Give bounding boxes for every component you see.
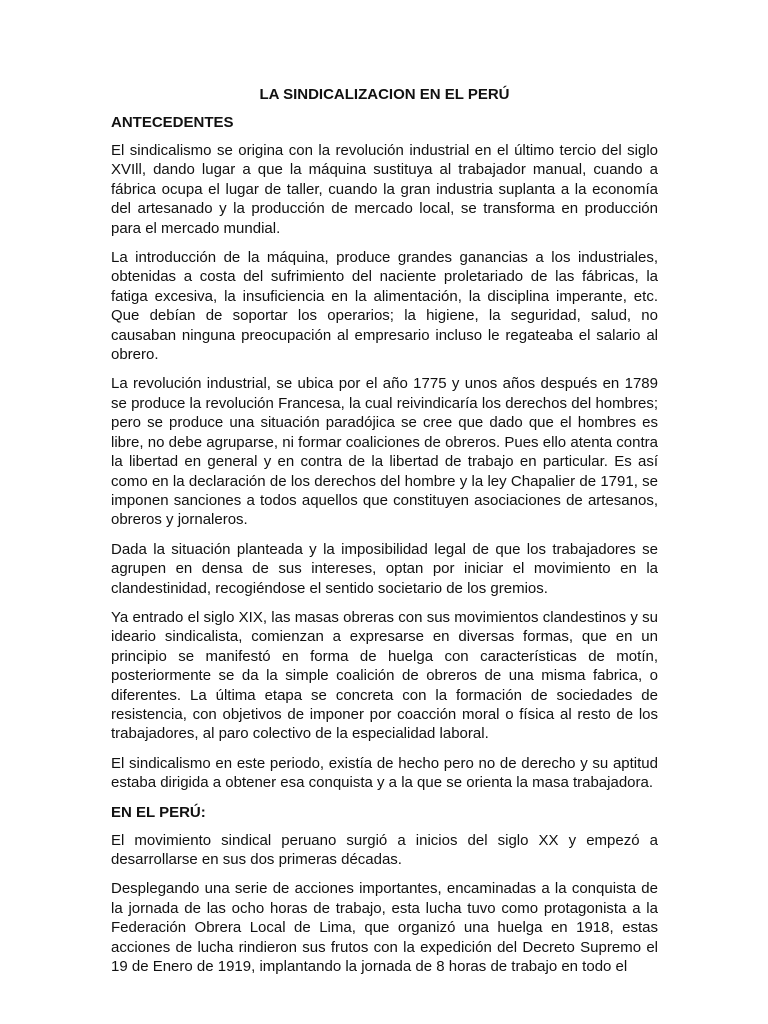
paragraph: Dada la situación planteada y la imposibilidad legal de que los trabajadores se agrupen en densa de sus intereses, optan por iniciar el movimiento en la clandestinidad, recogiéndose el sentido societario de los gremios. — [111, 540, 658, 597]
paragraph: El sindicalismo se origina con la revolución industrial en el último tercio del siglo XVIll, dando lugar a que la máquina sustituya al trabajador manual, cuando a fábrica ocupa el lugar de taller, cuando la gran industria suplanta a la economía del artesanado y la producción de mercado local, se transforma en producción para el mercado mundial. — [111, 142, 658, 237]
paragraph: La revolución industrial, se ubica por el año 1775 y unos años después en 1789 se produce la revolución Francesa, la cual reivindicaría los derechos del hombres; pero se produce una situación paradójica se cree que dado que el hombres es libre, no debe agruparse, ni formar coaliciones de obreros. Pues ello atenta contra la libertad en general y en contra de la libertad de trabajo en particular. Es así como en la declaración de los derechos del hombre y la ley Chapalier de 1791, se imponen sanciones a todos aquellos que constituyen asociaciones de artesanos, obreros y jornaleros. — [111, 375, 658, 529]
paragraph: Ya entrado el siglo XIX, las masas obreras con sus movimientos clandestinos y su ideario sindicalista, comienzan a expresarse en diversas formas, que en un principio se manifestó en forma de huelga con características de motín, posteriormente se da la simple coalición de obreros de una misma fabrica, o diferentes. La última etapa se concreta con la formación de sociedades de resistencia, con objetivos de imponer por coacción moral o física al resto de los trabajadores, al paro colectivo de la especialidad laboral. — [111, 608, 658, 743]
document-page — [111, 85, 658, 986]
paragraph: El sindicalismo en este periodo, existía de hecho pero no de derecho y su aptitud estaba dirigida a obtener esa conquista y a la que se orienta la masa trabajadora. — [111, 754, 658, 792]
paragraph: La introducción de la máquina, produce grandes ganancias a los industriales, obtenidas a costa del sufrimiento del naciente proletariado de las fábricas, la fatiga excesiva, la insuficiencia en la alimentación, la disciplina imperante, etc. Que debían de soportar los operarios; la higiene, la seguridad, salud, no causaban ninguna preocupación al empresario incluso le regateaba el salario al obrero. — [111, 249, 658, 364]
document-title: LA SINDICALIZACION EN EL PERÚ — [259, 86, 510, 103]
paragraph: Desplegando una serie de acciones importantes, encaminadas a la conquista de la jornada de las ocho horas de trabajo, esta lucha tuvo como protagonista a la Federación Obrera Local de Lima, que organizó una huelga en 1918, estas acciones de lucha rindieron sus frutos con la expedición del Decreto Supremo el 19 de Enero de 1919, implantando la jornada de 8 horas de trabajo en todo el — [111, 880, 658, 976]
paragraph: El movimiento sindical peruano surgió a inicios del siglo XX y empezó a desarrollarse en sus dos primeras décadas. — [111, 831, 658, 868]
section-heading-en-el-peru: EN EL PERÚ: — [111, 803, 206, 821]
section-heading-antecedentes: ANTECEDENTES — [111, 114, 234, 131]
